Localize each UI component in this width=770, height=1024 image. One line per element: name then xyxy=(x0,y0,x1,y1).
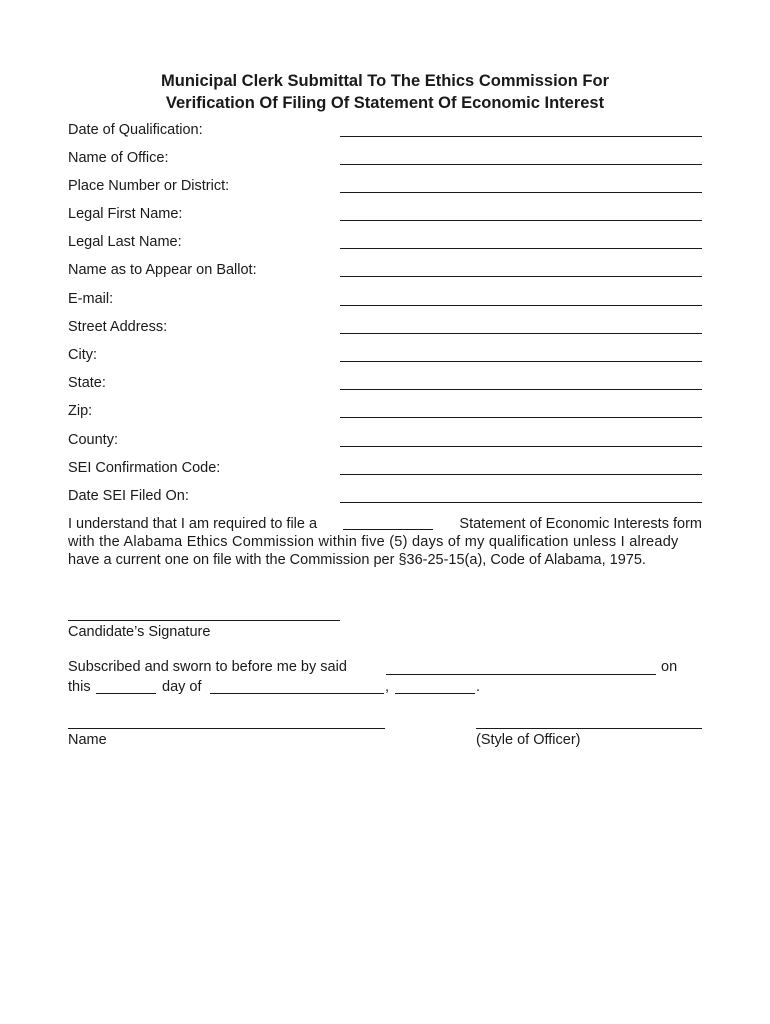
sei-type-blank[interactable] xyxy=(343,515,433,530)
notary-name-label: Name xyxy=(68,732,107,748)
statement-part-2: Statement of Economic Interests form xyxy=(459,516,702,532)
notary-name-line[interactable] xyxy=(68,728,385,729)
year-blank[interactable] xyxy=(395,693,475,694)
field-input-line[interactable] xyxy=(340,136,702,137)
field-input-line[interactable] xyxy=(340,502,702,503)
form-title-line-2: Verification Of Filing Of Statement Of Economic Interest xyxy=(165,94,605,112)
field-label: Place Number or District: xyxy=(68,178,230,194)
field-label: SEI Confirmation Code: xyxy=(68,460,221,476)
day-of-text: day of xyxy=(162,679,202,695)
field-input-line[interactable] xyxy=(340,417,702,418)
field-label: Legal First Name: xyxy=(68,206,183,222)
this-text: this xyxy=(68,679,91,695)
field-label: Zip: xyxy=(68,403,93,419)
candidate-signature-line[interactable] xyxy=(68,620,340,621)
field-input-line[interactable] xyxy=(340,333,702,334)
field-county xyxy=(68,430,702,452)
field-legal-last-name xyxy=(68,232,702,254)
field-name-of-office xyxy=(68,148,702,170)
statement-line-1 xyxy=(68,515,702,533)
field-date-of-qualification xyxy=(68,120,702,142)
field-label: Name as to Appear on Ballot: xyxy=(68,262,257,278)
statement-part-1: I understand that I am required to file a xyxy=(68,516,318,532)
field-input-line[interactable] xyxy=(340,220,702,221)
field-label: Legal Last Name: xyxy=(68,234,182,250)
sworn-text: Subscribed and sworn to before me by said xyxy=(68,659,347,675)
field-input-line[interactable] xyxy=(340,474,702,475)
sworn-name-blank[interactable] xyxy=(386,674,656,675)
field-sei-confirmation-code xyxy=(68,458,702,480)
field-city xyxy=(68,345,702,367)
field-input-line[interactable] xyxy=(340,446,702,447)
field-input-line[interactable] xyxy=(340,164,702,165)
field-label: Street Address: xyxy=(68,319,168,335)
field-label: E-mail: xyxy=(68,291,114,307)
field-label: State: xyxy=(68,375,106,391)
field-label: Date SEI Filed On: xyxy=(68,488,189,504)
field-street-address xyxy=(68,317,702,339)
field-label: Name of Office: xyxy=(68,150,169,166)
field-input-line[interactable] xyxy=(340,192,702,193)
sworn-on-text: on xyxy=(661,659,678,675)
comma-text: , xyxy=(385,679,390,695)
month-blank[interactable] xyxy=(210,693,384,694)
day-blank[interactable] xyxy=(96,693,156,694)
statement-line-2: with the Alabama Ethics Commission within five (5) days of my qualification unless I already xyxy=(68,534,679,550)
statement-line-3: have a current one on file with the Commission per §36-25-15(a), Code of Alabama, 1975. xyxy=(68,552,646,568)
field-zip xyxy=(68,401,702,423)
field-date-sei-filed-on xyxy=(68,486,702,508)
style-of-officer-line[interactable] xyxy=(476,728,702,729)
field-input-line[interactable] xyxy=(340,305,702,306)
candidate-signature-label: Candidate’s Signature xyxy=(68,624,211,640)
field-place-number-or-district xyxy=(68,176,702,198)
style-of-officer-label: (Style of Officer) xyxy=(476,732,581,748)
field-input-line[interactable] xyxy=(340,361,702,362)
statement-paragraph xyxy=(68,515,702,569)
period-text: . xyxy=(476,679,481,695)
field-label: County: xyxy=(68,432,118,448)
field-input-line[interactable] xyxy=(340,389,702,390)
form-title-line-1: Municipal Clerk Submittal To The Ethics Commission For xyxy=(161,72,609,90)
field-legal-first-name xyxy=(68,204,702,226)
field-state xyxy=(68,373,702,395)
field-label: Date of Qualification: xyxy=(68,122,203,138)
field-label: City: xyxy=(68,347,97,363)
field-input-line[interactable] xyxy=(340,276,702,277)
field-email xyxy=(68,289,702,311)
field-input-line[interactable] xyxy=(340,248,702,249)
field-name-on-ballot xyxy=(68,260,702,282)
